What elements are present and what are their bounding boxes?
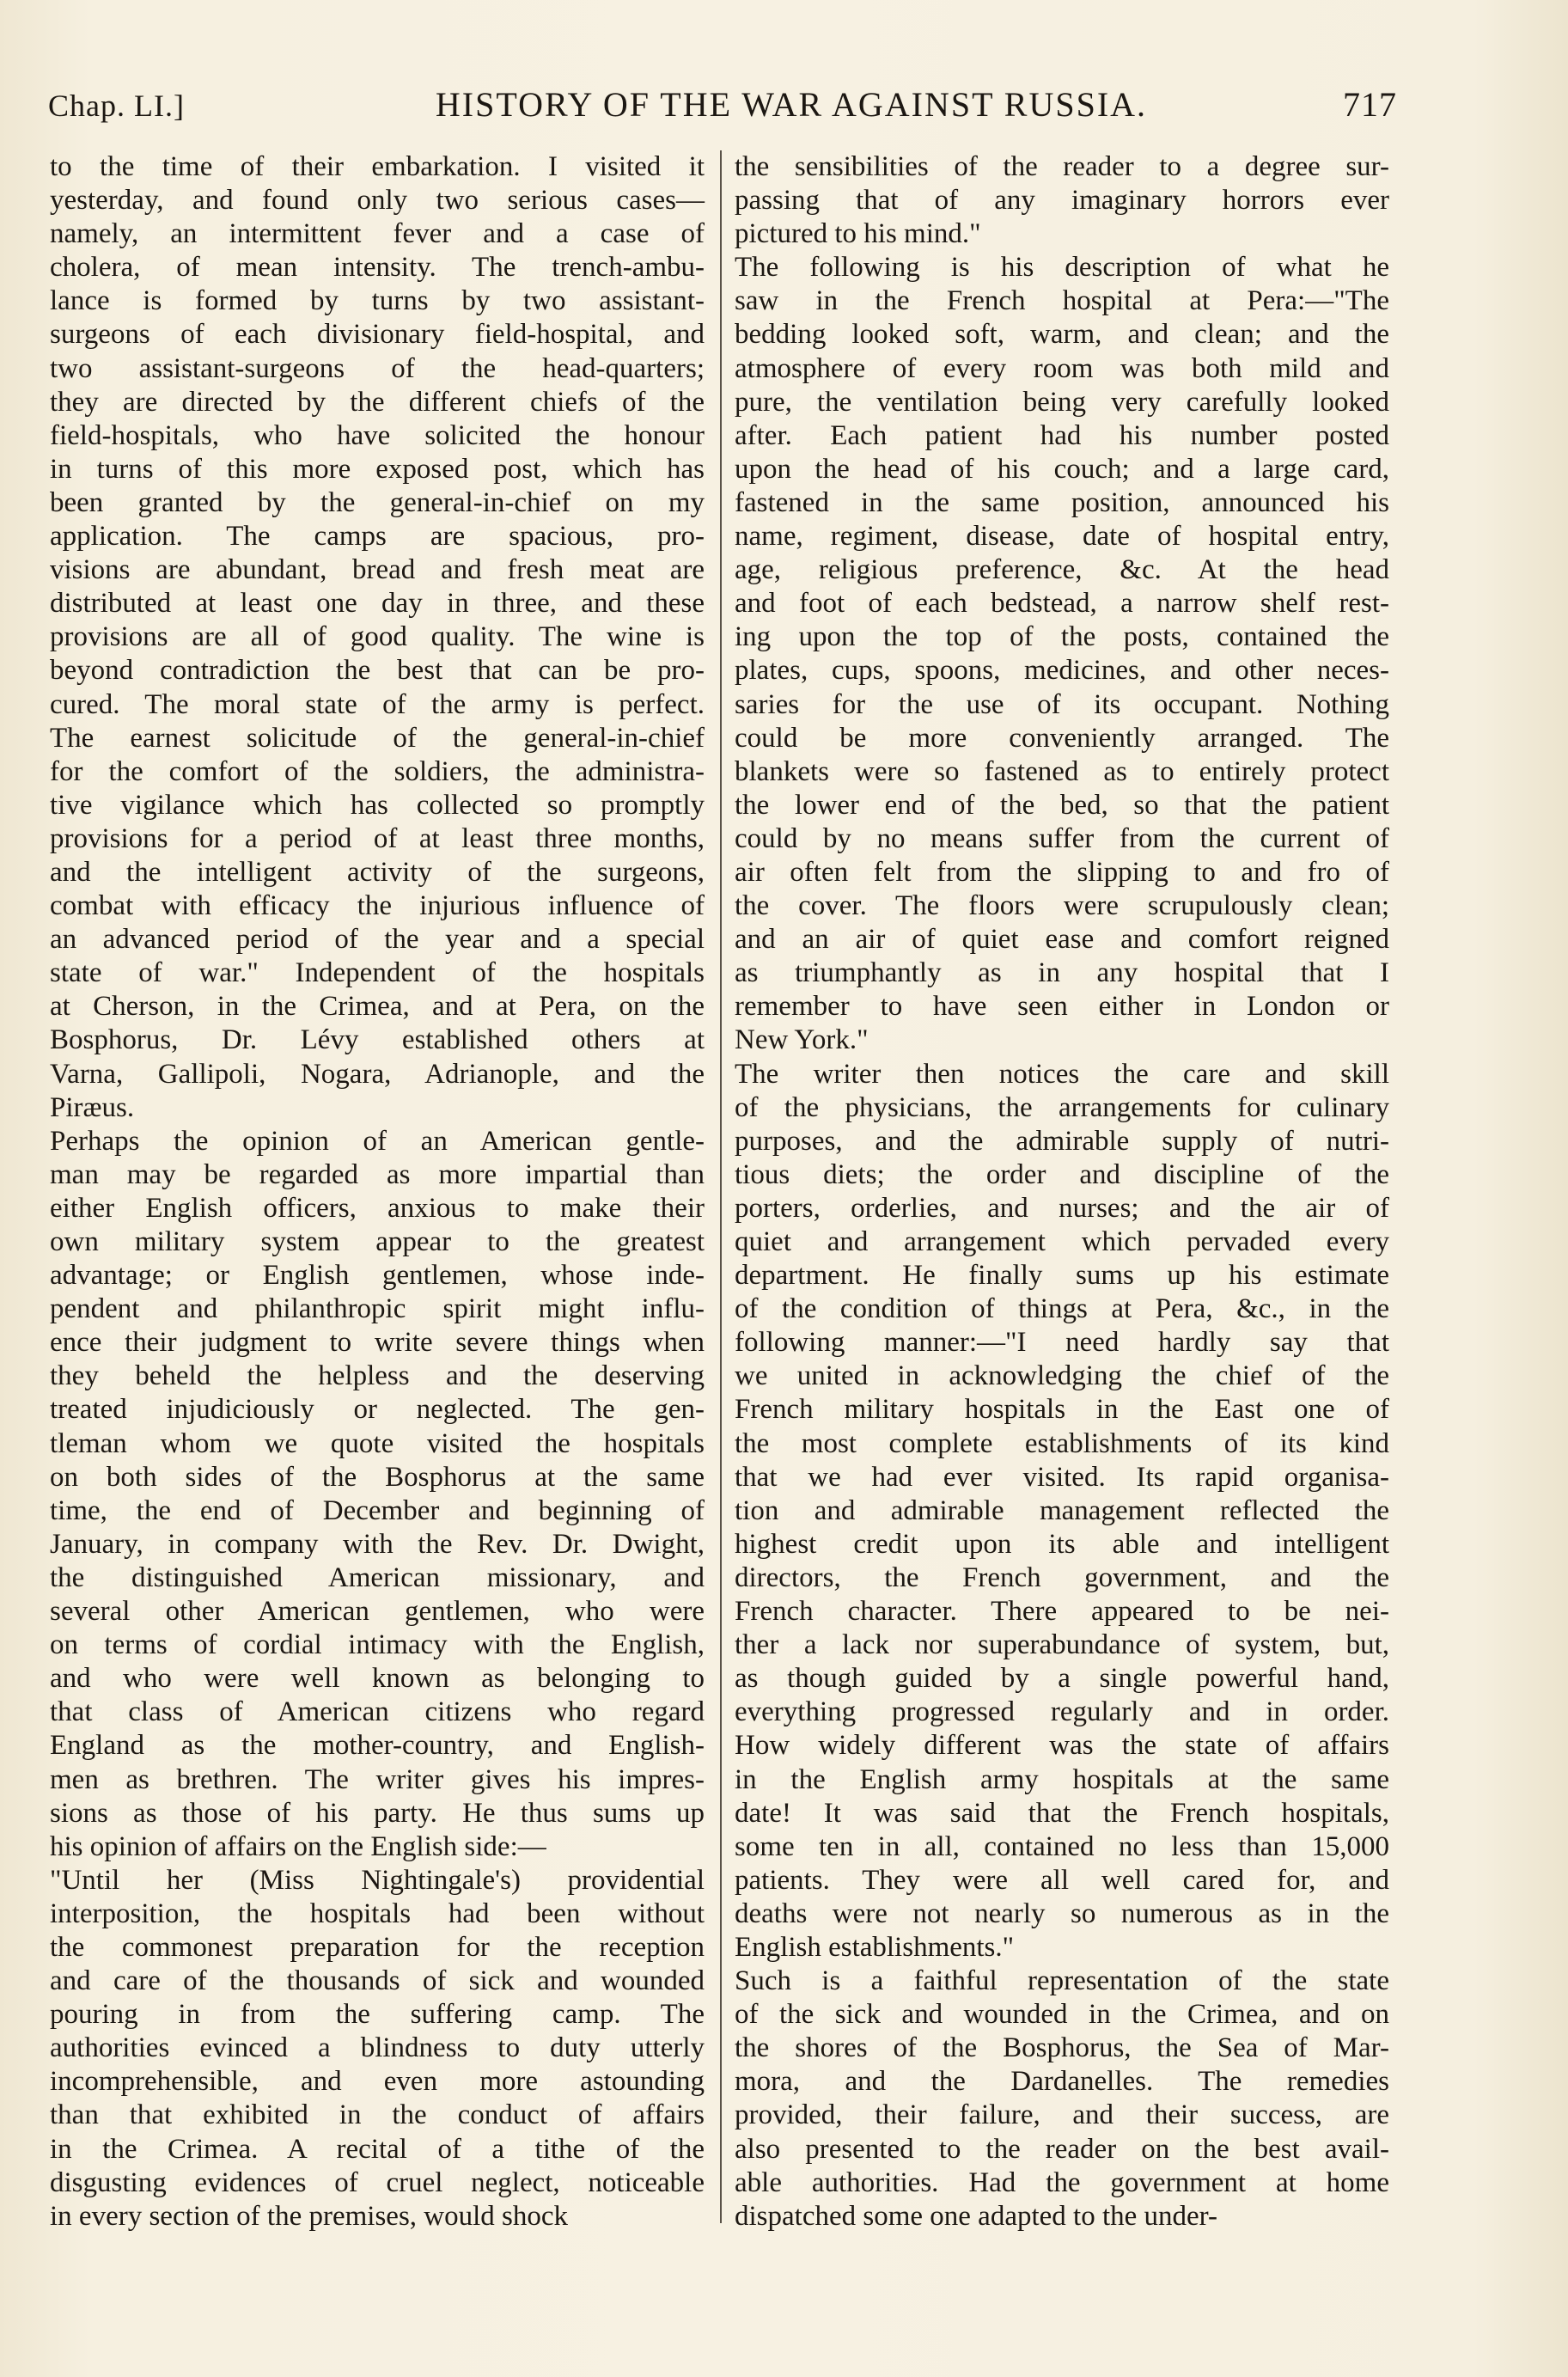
text-line: some ten in all, contained no less than 15,000 (735, 1830, 1389, 1862)
text-line: incomprehensible, and even more astounding (50, 2066, 705, 2098)
text-line: state of war." Independent of the hospitals (50, 957, 705, 989)
text-line: Perhaps the opinion of an American gentle- (50, 1125, 705, 1157)
text-line: to the time of their embarkation. I visited it (50, 151, 705, 182)
text-line: date! It was said that the French hospitals, (735, 1797, 1389, 1829)
text-line: field-hospitals, who have solicited the honour (50, 419, 705, 451)
text-line: the cover. The floors were scrupulously clean; (735, 890, 1389, 922)
text-line: of the physicians, the arrangements for culinary (735, 1091, 1389, 1123)
text-line: upon the head of his couch; and a large card, (735, 453, 1389, 485)
text-line: able authorities. Had the government at home (735, 2166, 1389, 2198)
text-line: lance is formed by turns by two assistant- (50, 285, 705, 317)
text-line: application. The camps are spacious, pro- (50, 521, 705, 553)
text-line: tive vigilance which has collected so promptly (50, 789, 705, 821)
text-line: and foot of each bedstead, a narrow shelf rest- (735, 588, 1389, 620)
text-line: How widely different was the state of affairs (735, 1730, 1389, 1762)
text-line: provisions are all of good quality. The wine is (50, 621, 705, 653)
text-line: French military hospitals in the East one of (735, 1394, 1389, 1426)
text-line: and who were well known as belonging to (50, 1663, 705, 1695)
text-line: French character. There appeared to be nei- (735, 1596, 1389, 1628)
text-line: been granted by the general-in-chief on my (50, 486, 705, 518)
text-line: pure, the ventilation being very carefully looked (735, 386, 1389, 418)
text-line: porters, orderlies, and nurses; and the air of (735, 1192, 1389, 1224)
text-line: directors, the French government, and the (735, 1561, 1389, 1593)
text-line: highest credit upon its able and intelligent (735, 1528, 1389, 1560)
text-line: fastened in the same position, announced his (735, 486, 1389, 518)
text-line: deaths were not nearly so numerous as in the (735, 1897, 1389, 1929)
text-line: of the condition of things at Pera, &c., in the (735, 1293, 1389, 1325)
text-line: The earnest solicitude of the general-in-chief (50, 722, 705, 754)
text-line: could be more conveniently arranged. The (735, 722, 1389, 754)
text-line: yesterday, and found only two serious cases— (50, 185, 705, 217)
text-line: provided, their failure, and their success, are (735, 2099, 1389, 2131)
text-line: distributed at least one day in three, and these (50, 588, 705, 620)
text-line: cured. The moral state of the army is perfect. (50, 688, 705, 720)
text-line: two assistant-surgeons of the head-quarters; (50, 352, 705, 384)
text-line: New York." (735, 1024, 869, 1056)
text-line: man may be regarded as more impartial than (50, 1158, 705, 1190)
text-line: men as brethren. The writer gives his impres- (50, 1763, 705, 1795)
text-line: the shores of the Bosphorus, the Sea of Mar- (735, 2032, 1389, 2064)
text-line: ence their judgment to write severe things when (50, 1327, 705, 1359)
text-line: also presented to the reader on the best avail- (735, 2133, 1389, 2165)
text-line: either English officers, anxious to make their (50, 1192, 705, 1224)
text-line: authorities evinced a blindness to duty utterly (50, 2032, 705, 2064)
text-line: The writer then notices the care and skill (735, 1058, 1389, 1090)
text-line: on both sides of the Bosphorus at the same (50, 1461, 705, 1493)
text-line: as triumphantly as in any hospital that I (735, 957, 1389, 989)
text-line: saw in the French hospital at Pera:—"The (735, 285, 1389, 317)
text-line: and care of the thousands of sick and wounded (50, 1965, 705, 1997)
chapter-label: Chap. LI.] (48, 89, 185, 123)
text-line: Bosphorus, Dr. Lévy established others at (50, 1024, 705, 1056)
text-line: tleman whom we quote visited the hospitals (50, 1427, 705, 1459)
text-line: quiet and arrangement which pervaded every (735, 1226, 1389, 1257)
text-line: Varna, Gallipoli, Nogara, Adrianople, and the (50, 1058, 705, 1090)
text-line: tious diets; the order and discipline of the (735, 1158, 1389, 1190)
text-line: at Cherson, in the Crimea, and at Pera, on the (50, 991, 705, 1023)
text-line: blankets were so fastened as to entirely protect (735, 755, 1389, 787)
page-number: 717 (1343, 85, 1397, 124)
text-line: in the English army hospitals at the same (735, 1763, 1389, 1795)
text-line: The following is his description of what he (735, 252, 1389, 284)
text-line: combat with efficacy the injurious influence of (50, 890, 705, 922)
text-line: tion and admirable management reflected the (735, 1494, 1389, 1526)
text-line: the commonest preparation for the reception (50, 1931, 705, 1963)
running-head (48, 84, 1397, 132)
text-line: several other American gentlemen, who were (50, 1596, 705, 1628)
text-line: saries for the use of its occupant. Nothing (735, 688, 1389, 720)
text-line: and the intelligent activity of the surgeons, (50, 856, 705, 888)
text-line: that we had ever visited. Its rapid organisa- (735, 1461, 1389, 1493)
text-line: disgusting evidences of cruel neglect, noticeable (50, 2166, 705, 2198)
text-line: England as the mother-country, and English- (50, 1730, 705, 1762)
text-line: purposes, and the admirable supply of nutri- (735, 1125, 1389, 1157)
text-line: and an air of quiet ease and comfort reigned (735, 924, 1389, 956)
right-column (735, 150, 1389, 2233)
text-line: remember to have seen either in London or (735, 991, 1389, 1023)
text-line: pouring in from the suffering camp. The (50, 1999, 705, 2031)
text-line: of the sick and wounded in the Crimea, and on (735, 1999, 1389, 2031)
text-line: time, the end of December and beginning of (50, 1494, 705, 1526)
text-line: following manner:—"I need hardly say that (735, 1327, 1389, 1359)
text-line: the distinguished American missionary, and (50, 1561, 705, 1593)
text-line: mora, and the Dardanelles. The remedies (735, 2066, 1389, 2098)
text-line: the most complete establishments of its kind (735, 1427, 1389, 1459)
text-line: his opinion of affairs on the English side:— (50, 1830, 546, 1862)
text-line: patients. They were all well cared for, and (735, 1864, 1389, 1896)
text-line: that class of American citizens who regard (50, 1696, 705, 1728)
text-line: Piræus. (50, 1091, 135, 1123)
text-line: we united in acknowledging the chief of the (735, 1360, 1389, 1392)
text-line: pictured to his mind." (735, 218, 981, 250)
text-line: English establishments." (735, 1931, 1015, 1963)
text-line: than that exhibited in the conduct of affairs (50, 2099, 705, 2131)
text-line: own military system appear to the greatest (50, 1226, 705, 1257)
text-line: plates, cups, spoons, medicines, and other neces- (735, 655, 1389, 687)
text-line: ther a lack nor superabundance of system, but, (735, 1629, 1389, 1661)
left-column (50, 150, 705, 2233)
text-line: an advanced period of the year and a special (50, 924, 705, 956)
text-line: name, regiment, disease, date of hospital entry, (735, 521, 1389, 553)
text-line: they are directed by the different chiefs of the (50, 386, 705, 418)
text-line: they beheld the helpless and the deserving (50, 1360, 705, 1392)
text-line: in the Crimea. A recital of a tithe of the (50, 2133, 705, 2165)
text-line: for the comfort of the soldiers, the administra- (50, 755, 705, 787)
text-line: everything progressed regularly and in order. (735, 1696, 1389, 1728)
text-line: the sensibilities of the reader to a degree sur- (735, 151, 1389, 182)
text-line: interposition, the hospitals had been without (50, 1897, 705, 1929)
text-line: provisions for a period of at least three months, (50, 822, 705, 854)
text-line: in turns of this more exposed post, which has (50, 453, 705, 485)
text-line: after. Each patient had his number posted (735, 419, 1389, 451)
text-line: advantage; or English gentlemen, whose inde- (50, 1260, 705, 1292)
text-line: namely, an intermittent fever and a case of (50, 218, 705, 250)
text-line: the lower end of the bed, so that the patient (735, 789, 1389, 821)
text-line: dispatched some one adapted to the under- (735, 2200, 1217, 2232)
column-divider (720, 150, 722, 2223)
text-line: could by no means suffer from the current of (735, 822, 1389, 854)
text-line: ing upon the top of the posts, contained the (735, 621, 1389, 653)
text-line: department. He finally sums up his estimate (735, 1260, 1389, 1292)
text-line: as though guided by a single powerful hand, (735, 1663, 1389, 1695)
text-line: "Until her (Miss Nightingale's) providential (50, 1864, 705, 1896)
text-line: age, religious preference, &c. At the head (735, 554, 1389, 586)
text-line: surgeons of each divisionary field-hospital, and (50, 319, 705, 351)
text-line: sions as those of his party. He thus sums up (50, 1797, 705, 1829)
text-line: January, in company with the Rev. Dr. Dwight, (50, 1528, 705, 1560)
text-line: Such is a faithful representation of the state (735, 1965, 1389, 1997)
book-title: HISTORY OF THE WAR AGAINST RUSSIA. (435, 85, 1148, 124)
text-line: on terms of cordial intimacy with the English, (50, 1629, 705, 1661)
text-line: cholera, of mean intensity. The trench-ambu- (50, 252, 705, 284)
text-line: bedding looked soft, warm, and clean; and the (735, 319, 1389, 351)
text-line: beyond contradiction the best that can be pro- (50, 655, 705, 687)
text-line: visions are abundant, bread and fresh meat are (50, 554, 705, 586)
text-line: atmosphere of every room was both mild and (735, 352, 1389, 384)
text-line: passing that of any imaginary horrors ever (735, 185, 1389, 217)
text-line: air often felt from the slipping to and fro of (735, 856, 1389, 888)
text-line: pendent and philanthropic spirit might influ- (50, 1293, 705, 1325)
text-line: treated injudiciously or neglected. The gen- (50, 1394, 705, 1426)
text-line: in every section of the premises, would shock (50, 2200, 569, 2232)
